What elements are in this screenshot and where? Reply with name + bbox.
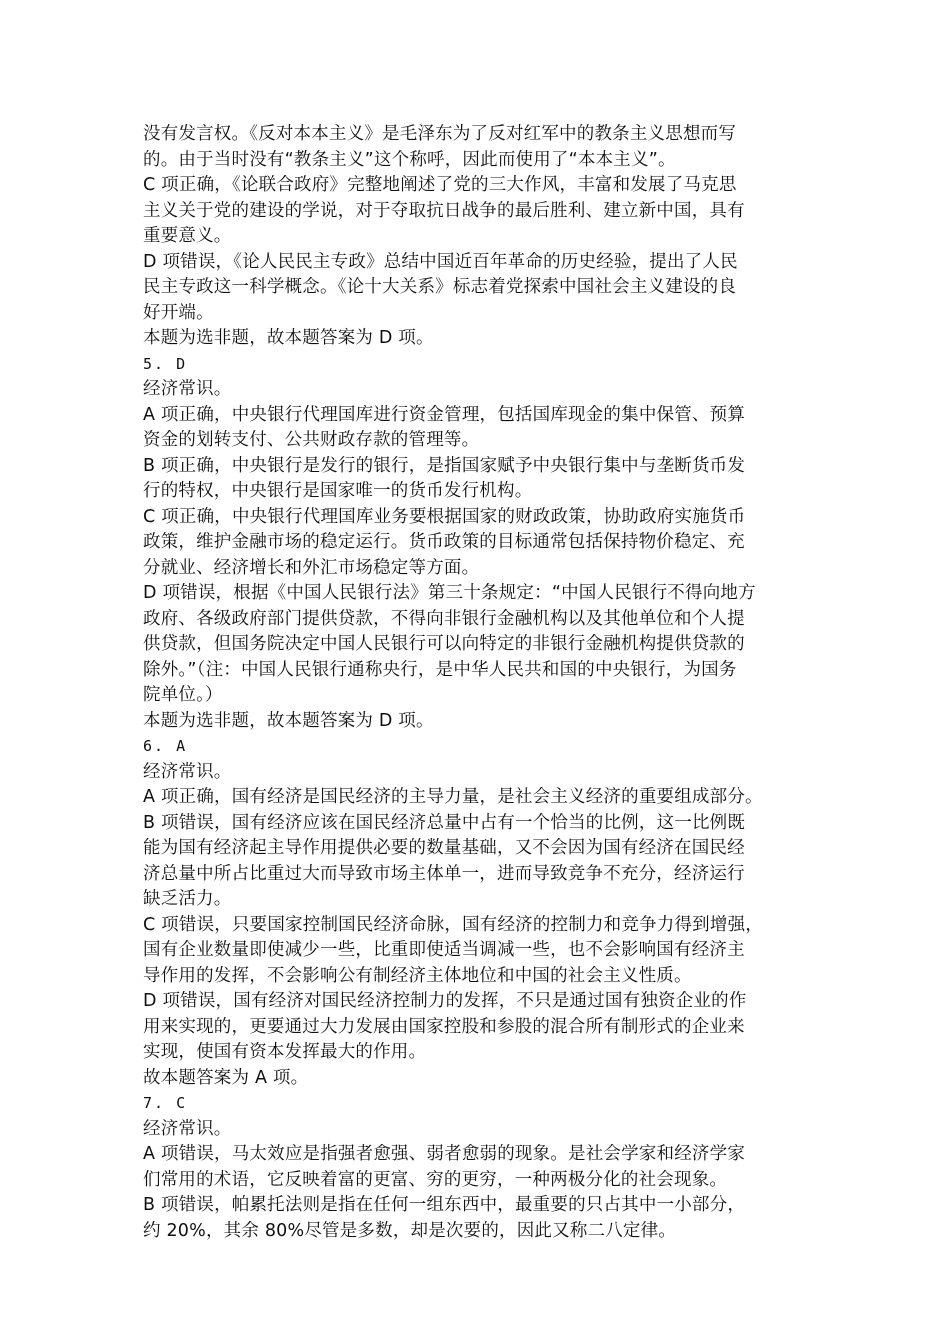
- text-line: A 项正确，中央银行代理国库进行资金管理，包括国库现金的集中保管、预算: [143, 404, 746, 425]
- text-line: 好开端。: [143, 302, 214, 323]
- text-line: 导作用的发挥，不会影响公有制经济主体地位和中国的社会主义性质。: [143, 965, 692, 986]
- text-line: 分就业、经济增长和外汇市场稳定等方面。: [143, 557, 480, 578]
- text-line: 资金的划转支付、公共财政存款的管理等。: [143, 430, 480, 450]
- text-line: 经济常识。: [143, 379, 232, 399]
- text-line: 重要意义。: [143, 226, 232, 246]
- text-line: 供贷款，但国务院决定中国人民银行可以向特定的非银行金融机构提供贷款的: [143, 634, 745, 654]
- text-line: 缺乏活力。: [143, 889, 232, 909]
- answer-heading: 7. C: [143, 1094, 188, 1112]
- text-line: C 项正确，中央银行代理国库业务要根据国家的财政政策，协助政府实施货币: [143, 506, 746, 527]
- text-line: 济总量中所占比重过大而导致市场主体单一，进而导致竞争不充分，经济运行: [143, 863, 745, 884]
- text-line: 政策，维护金融市场的稳定运行。货币政策的目标通常包括保持物价稳定、充: [143, 532, 745, 552]
- text-line: D 项错误，国有经济对国民经济控制力的发挥，不只是通过国有独资企业的作: [143, 991, 747, 1011]
- text-line: A 项错误，马太效应是指强者愈强、弱者愈弱的现象。是社会学家和经济学家: [143, 1144, 746, 1164]
- text-line: 除外。”（注：中国人民银行通称央行，是中华人民共和国的中央银行，为国务: [143, 659, 737, 680]
- text-line: B 项错误，帕累托法则是指在任何一组东西中，最重要的只占其中一小部分，: [143, 1195, 746, 1215]
- text-line: 院单位。）: [143, 685, 223, 705]
- text-line: 用来实现的，更要通过大力发展由国家控股和参股的混合所有制形式的企业来: [143, 1016, 745, 1037]
- text-line: 经济常识。: [143, 1118, 232, 1139]
- text-line: 民主专政这一科学概念。《论十大关系》标志着党探索中国社会主义建设的良: [143, 277, 737, 297]
- text-line: 没有发言权。《反对本本主义》是毛泽东为了反对红军中的教条主义思想而写: [143, 124, 737, 144]
- text-line: 本题为选非题，故本题答案为 D 项。: [143, 328, 434, 348]
- text-line: A 项正确，国有经济是国民经济的主导力量，是社会主义经济的重要组成部分。: [143, 787, 763, 807]
- answer-heading: 5. D: [143, 354, 188, 373]
- text-line: D 项错误，《论人民民主专政》总结中国近百年革命的历史经验，提出了人民: [143, 251, 738, 272]
- text-line: 的。由于当时没有“教条主义”这个称呼，因此而使用了“本本主义”。: [143, 149, 676, 170]
- text-line: D 项错误，根据《中国人民银行法》第三十条规定：“中国人民银行不得向地方: [143, 583, 756, 603]
- text-line: 故本题答案为 A 项。: [143, 1067, 309, 1088]
- text-line: 实现，使国有资本发挥最大的作用。: [143, 1042, 427, 1062]
- text-line: 们常用的术语，它反映着富的更富、穷的更穷，一种两极分化的社会现象。: [143, 1169, 728, 1190]
- text-line: C 项正确，《论联合政府》完整地阐述了党的三大作风，丰富和发展了马克思: [143, 175, 737, 195]
- text-line: 能为国有经济起主导作用提供必要的数量基础，又不会因为国有经济在国民经: [143, 838, 745, 858]
- text-line: C 项错误，只要国家控制国民经济命脉，国有经济的控制力和竞争力得到增强，: [143, 914, 763, 935]
- text-line: 经济常识。: [143, 761, 232, 782]
- answer-explanations: [143, 122, 813, 1244]
- text-line: 本题为选非题，故本题答案为 D 项。: [143, 710, 434, 731]
- text-line: B 项错误，国有经济应该在国民经济总量中占有一个恰当的比例，这一比例既: [143, 812, 746, 833]
- answer-heading: 6. A: [143, 737, 188, 755]
- text-line: 政府、各级政府部门提供贷款，不得向非银行金融机构以及其他单位和个人提: [143, 608, 745, 629]
- text-line: 国有企业数量即使减少一些，比重即使适当调减一些，也不会影响国有经济主: [143, 940, 745, 960]
- text-line: 主义关于党的建设的学说，对于夺取抗日战争的最后胜利、建立新中国，具有: [143, 200, 745, 221]
- text-line: 行的特权，中央银行是国家唯一的货币发行机构。: [143, 481, 533, 501]
- text-line: 约 20%，其余 80%尽管是多数，却是次要的，因此又称二八定律。: [143, 1220, 677, 1241]
- text-line: B 项正确，中央银行是发行的银行，是指国家赋予中央银行集中与垄断货币发: [143, 455, 746, 476]
